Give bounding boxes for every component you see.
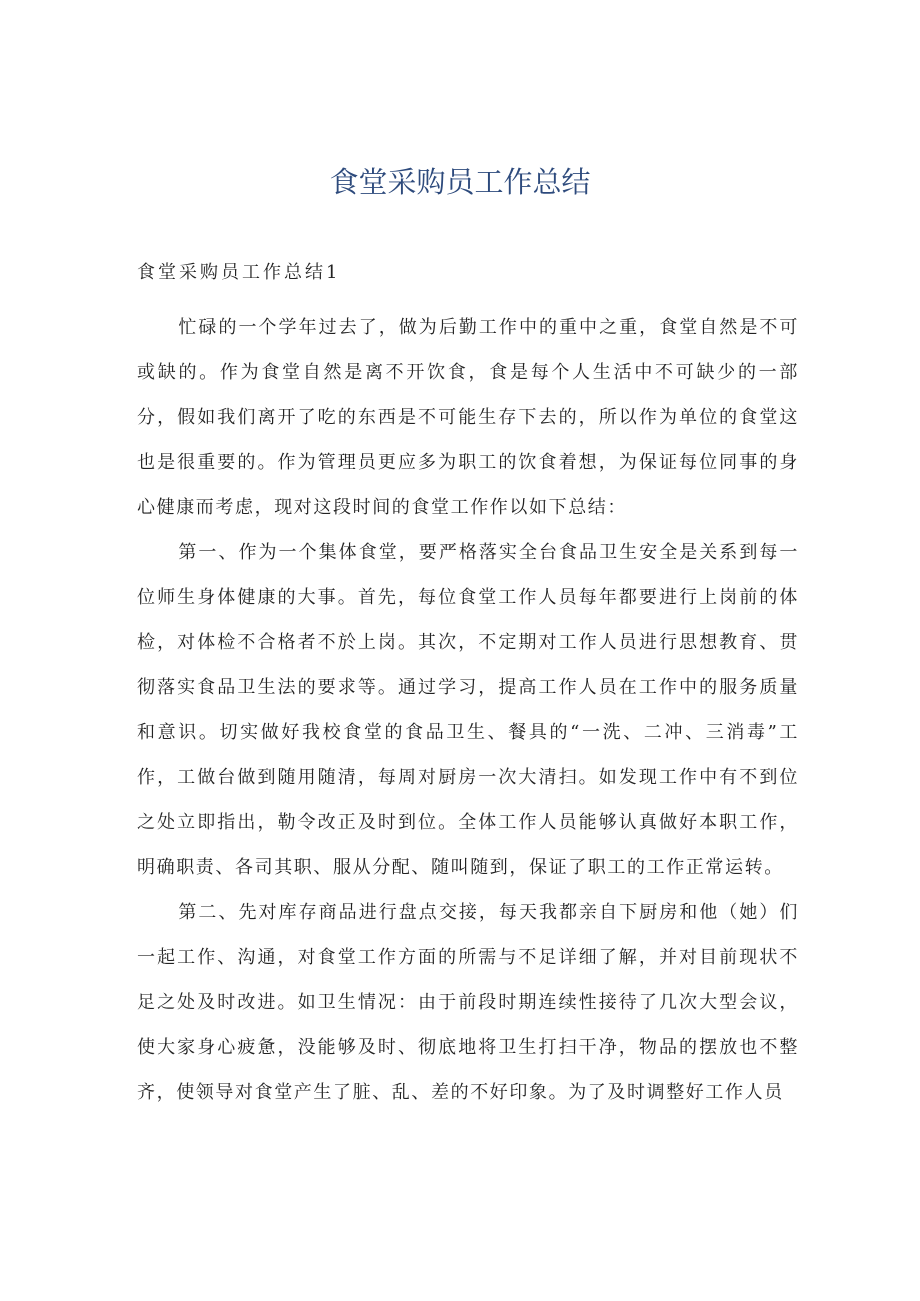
paragraph-2: 第一、作为一个集体食堂，要严格落实全台食品卫生安全是关系到每一位师生身体健康的大事。首先，每位食堂工作人员每年都要进行上岗前的体检，对体检不合格者不於上岗。其次，不定期对工作人员进行思想教育、贯彻落实食品卫生法的要求等。通过学习，提高工作人员在工作中的服务质量和意识。切实做好我校食堂的食品卫生、餐具的“一洗、二冲、三消毒”工作，工做台做到随用随清，每周对厨房一次大清扫。如发现工作中有不到位之处立即指出，勒令改正及时到位。全体工作人员能够认真做好本职工作，明确职责、各司其职、服从分配、随叫随到，保证了职工的工作正常运转。 [137, 542, 799, 878]
paragraph-3: 第二、先对库存商品进行盘点交接，每天我都亲自下厨房和他（她）们一起工作、沟通，对食堂工作方面的所需与不足详细了解，并对目前现状不足之处及时改进。如卫生情况：由于前段时期连续性接待了几次大型会议，使大家身心疲惫，没能够及时、彻底地将卫生打扫干净，物品的摆放也不整齐，使领导对食堂产生了脏、乱、差的不好印象。为了及时调整好工作人员 [137, 902, 799, 1103]
paragraph-1: 忙碌的一个学年过去了，做为后勤工作中的重中之重，食堂自然是不可或缺的。作为食堂自然是离不开饮食，食是每个人生活中不可缺少的一部分，假如我们离开了吃的东西是不可能生存下去的，所以作为单位的食堂这也是很重要的。作为管理员更应多为职工的饮食着想，为保证每位同事的身心健康而考虑，现对这段时间的食堂工作作以如下总结： [137, 317, 799, 518]
document-title: 食堂采购员工作总结 [329, 165, 591, 199]
section-heading: 食堂采购员工作总结1 [137, 262, 341, 283]
document-body [137, 305, 799, 1115]
